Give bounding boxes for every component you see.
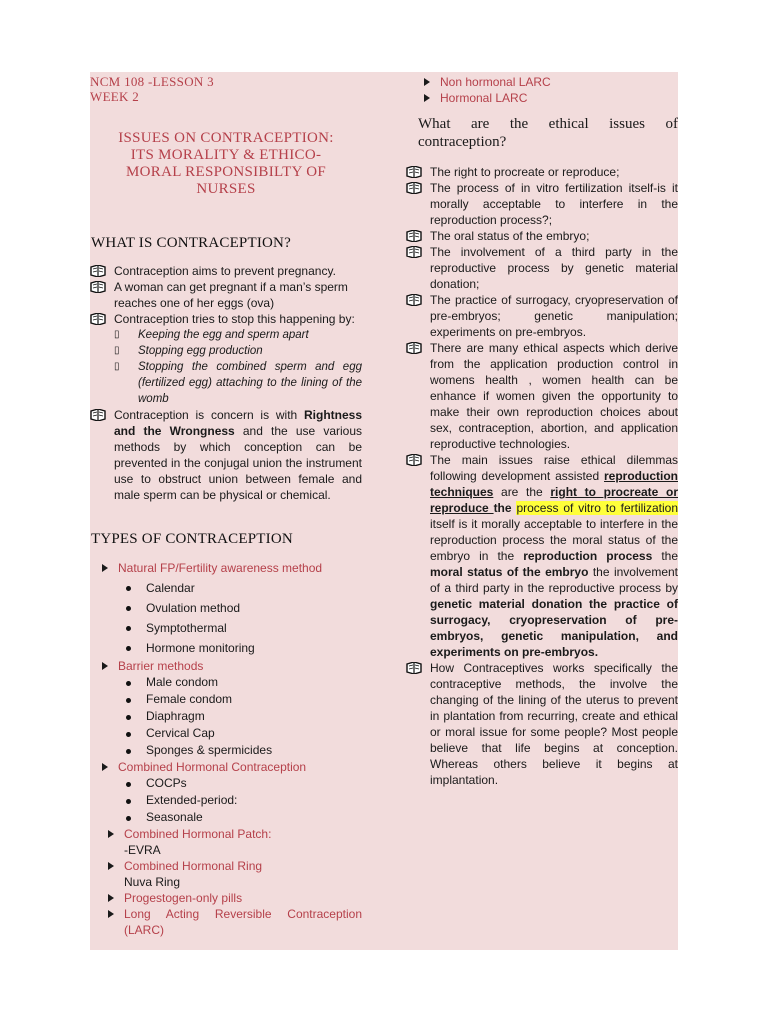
- ring-sub: Nuva Ring: [124, 875, 181, 889]
- list-item: A woman can get pregnant if a man’s sperm reaches one of her eggs (ova): [90, 279, 362, 311]
- arrow-icon: [424, 78, 430, 86]
- bullet-dot: [126, 816, 131, 821]
- bullet-dot: [126, 626, 131, 631]
- arrow-item: Natural FP/Fertility awareness method: [90, 560, 362, 576]
- book-icon: [406, 182, 422, 194]
- list-item: The right to procreate or reproduce;: [406, 164, 678, 180]
- missing-glyph-icon: ▯: [114, 345, 120, 356]
- book-icon: [406, 230, 422, 242]
- arrow-item: Progestogen-only pills: [90, 890, 362, 906]
- arrow-icon: [108, 830, 114, 838]
- sub-item: ▯ Stopping egg production: [114, 345, 263, 357]
- arrow-item: Long Acting Reversible Contraception (LARC): [90, 906, 362, 938]
- list-item: Contraception is concern is with Rightness and the Wrongness and the use various methods by which conception can be prevented in the conjugal union the instrument use to obstruct union between female and male sperm can be physical or chemical.: [90, 407, 362, 503]
- bullet-item: Calendar: [90, 578, 362, 598]
- arrow-item: Combined Hormonal Ring: [90, 858, 362, 874]
- book-icon: [406, 294, 422, 306]
- book-icon: [406, 342, 422, 354]
- arrow-item: Hormonal LARC: [418, 90, 678, 106]
- bullet-dot: [126, 681, 131, 686]
- book-icon: [406, 166, 422, 178]
- bullet-dot: [126, 749, 131, 754]
- bullet-item: Extended-period:: [90, 792, 362, 809]
- types-list: [90, 560, 362, 938]
- arrow-item: Barrier methods: [90, 658, 362, 674]
- ethics-list: [406, 164, 678, 788]
- bullet-item: Cervical Cap: [90, 725, 362, 742]
- arrow-icon: [424, 94, 430, 102]
- list-item: How Contraceptives works specifically the contraceptive methods, the involve the changing of the lining of the uterus to prevent in plantation from recurring, create and ethical or moral issue for some people? Most people believe that life begins at conception. Whereas others believe it begins at implantation.: [406, 660, 678, 788]
- bullet-item: Male condom: [90, 674, 362, 691]
- sub-item: ▯ Keeping the egg and sperm apart: [114, 329, 309, 341]
- arrow-item: Combined Hormonal Patch:: [90, 826, 362, 842]
- patch-sub: -EVRA: [124, 843, 161, 857]
- lesson-header: [90, 74, 214, 104]
- arrow-icon: [102, 763, 108, 771]
- book-icon: [406, 662, 422, 674]
- list-item: The practice of surrogacy, cryopreservation of pre-embryos; genetic manipulation; experiments on pre-embryos.: [406, 292, 678, 340]
- list-item: Contraception tries to stop this happening by:: [90, 311, 362, 327]
- title-line: ITS MORALITY & ETHICO-: [130, 147, 322, 163]
- bullet-dot: [126, 586, 131, 591]
- book-icon: [90, 313, 106, 325]
- lesson-line: NCM 108 -LESSON 3: [90, 74, 214, 89]
- bullet-dot: [126, 715, 131, 720]
- sub-item: ▯ Stopping the combined sperm and egg (fertilized egg) attaching to the lining of the womb: [114, 361, 362, 405]
- list-item: Contraception aims to prevent pregnancy.: [90, 263, 362, 279]
- bullet-item: Female condom: [90, 691, 362, 708]
- arrow-item: Combined Hormonal Contraception: [90, 759, 362, 775]
- week-line: WEEK 2: [90, 89, 140, 104]
- bullet-item: Sponges & spermicides: [90, 742, 362, 759]
- bullet-item: Hormone monitoring: [90, 638, 362, 658]
- bullet-dot: [126, 782, 131, 787]
- bullet-dot: [126, 698, 131, 703]
- ethics-heading: What are the ethical issues of contraception?: [418, 116, 678, 150]
- list-item: The main issues raise ethical dilemmas following development assisted reproduction techniques are the right to procreate or reproduce the process of vitro to fertilization itself is it morally acceptable to interfere in the reproduction process the moral status of the embryo in the reproduction process the moral status of the embryo the involvement of a third party in the reproductive process by genetic material donation the practice of surrogacy, cryopreservation of pre-embryos, genetic manipulation, and experiments on pre-embryos.: [406, 452, 678, 660]
- document-title: [96, 130, 356, 198]
- arrow-icon: [108, 862, 114, 870]
- book-icon: [90, 281, 106, 293]
- types-heading: TYPES OF CONTRACEPTION: [91, 531, 293, 547]
- bullet-item: Seasonale: [90, 809, 362, 826]
- book-icon: [90, 409, 106, 421]
- title-line: NURSES: [196, 181, 256, 197]
- list-item: The oral status of the embryo;: [406, 228, 678, 244]
- highlighted-text: process of vitro to fertilization: [516, 501, 678, 515]
- arrow-icon: [102, 564, 108, 572]
- bullet-item: COCPs: [90, 775, 362, 792]
- bullet-dot: [126, 646, 131, 651]
- bullet-item: Symptothermal: [90, 618, 362, 638]
- list-item: The involvement of a third party in the reproductive process by genetic material donation;: [406, 244, 678, 292]
- title-line: ISSUES ON CONTRACEPTION:: [118, 130, 334, 146]
- title-line: MORAL RESPONSIBILTY OF: [126, 164, 326, 180]
- missing-glyph-icon: ▯: [114, 329, 120, 340]
- missing-glyph-icon: ▯: [114, 361, 120, 372]
- arrow-icon: [102, 662, 108, 670]
- what-heading: WHAT IS CONTRACEPTION?: [91, 235, 291, 251]
- book-icon: [406, 454, 422, 466]
- arrow-icon: [108, 910, 114, 918]
- bullet-dot: [126, 799, 131, 804]
- book-icon: [406, 246, 422, 258]
- list-item: The process of in vitro fertilization itself-is it morally acceptable to interfere in the reproduction process?;: [406, 180, 678, 228]
- list-item: There are many ethical aspects which derive from the application production control in womens health , women health can be enhance if women given the opportunity to make their own reproduction choices about sex, contraception, abortion, and application reproductive technologies.: [406, 340, 678, 452]
- bullet-dot: [126, 606, 131, 611]
- arrow-item: Non hormonal LARC: [418, 74, 678, 90]
- bullet-dot: [126, 732, 131, 737]
- bullet-item: Ovulation method: [90, 598, 362, 618]
- book-icon: [90, 265, 106, 277]
- larc-subtypes: [418, 74, 678, 106]
- arrow-icon: [108, 894, 114, 902]
- what-list: [90, 263, 362, 503]
- bullet-item: Diaphragm: [90, 708, 362, 725]
